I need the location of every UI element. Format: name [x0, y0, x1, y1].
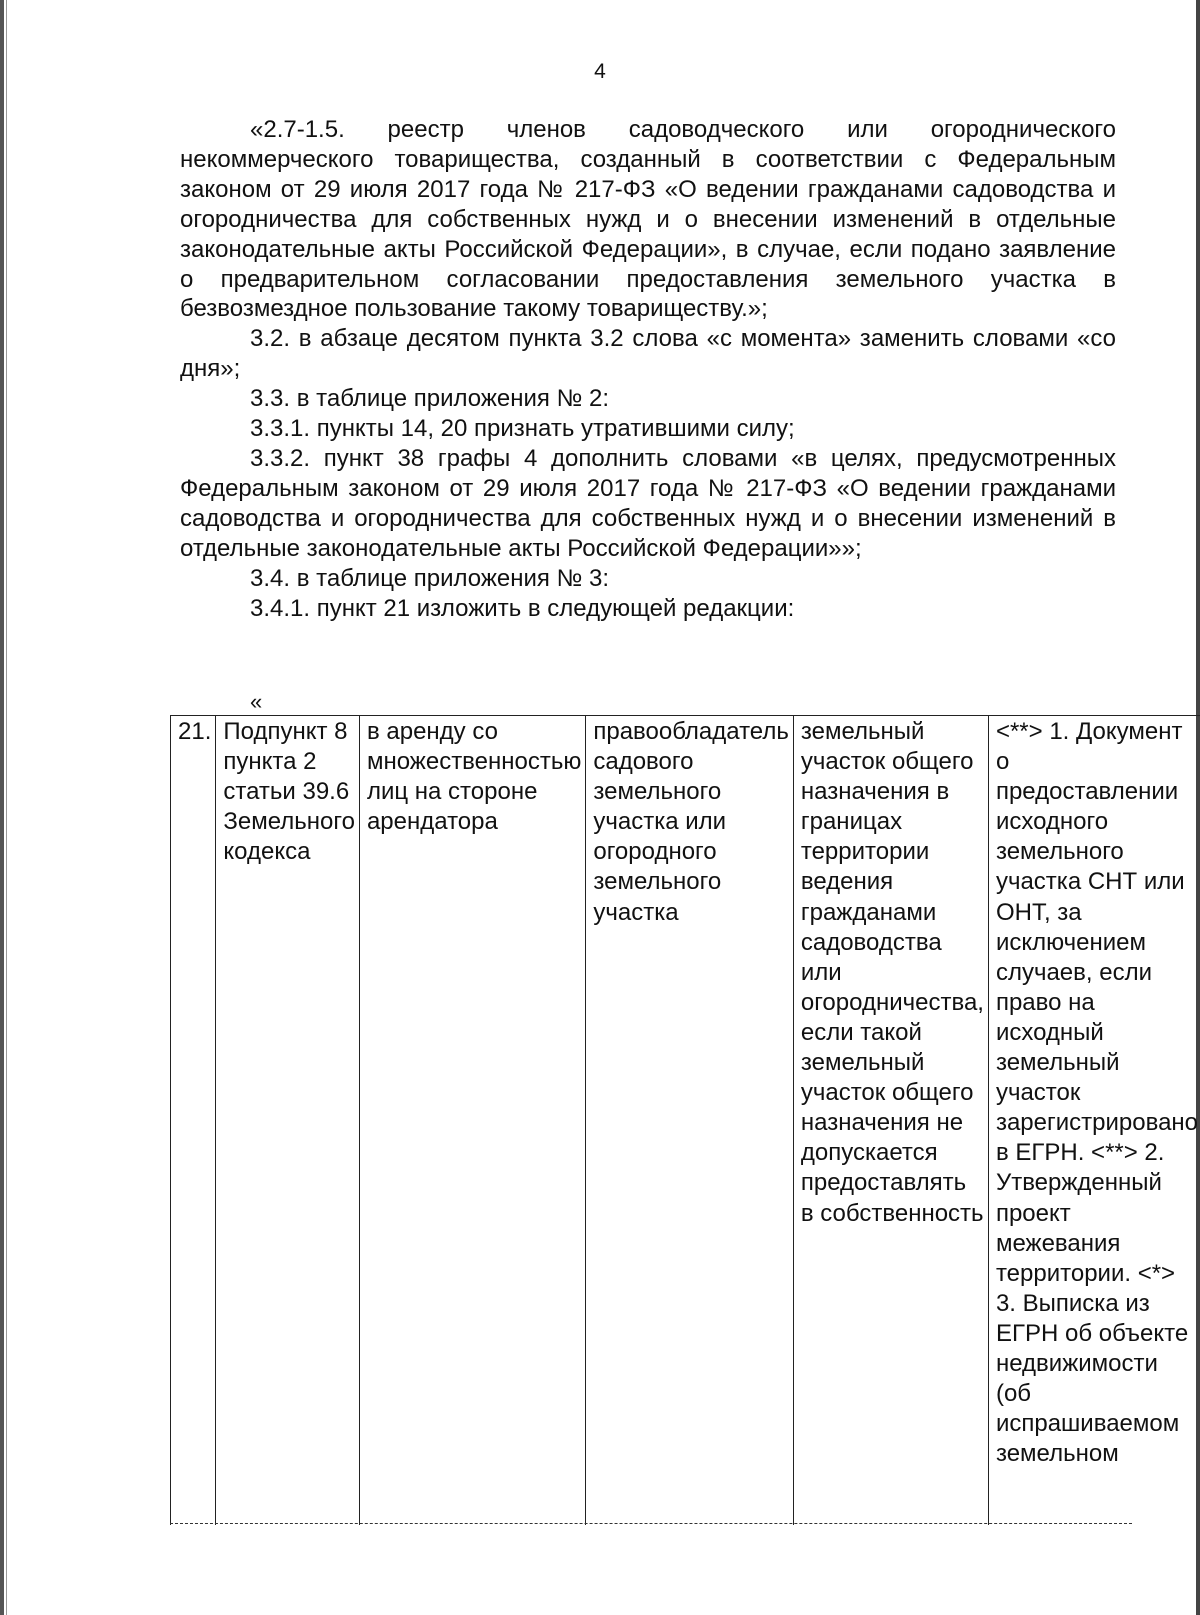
scan-edge-left: [0, 0, 4, 1615]
paragraph-3-3-1: 3.3.1. пункты 14, 20 признать утратившими силу;: [250, 415, 795, 443]
paragraph-3-4: 3.4. в таблице приложения № 3:: [250, 564, 610, 592]
table-bottom-rule: [170, 1523, 1132, 1524]
appendix-table: [170, 715, 1200, 1525]
paragraph-3-4-1: 3.4.1. пункт 21 изложить в следующей редакции:: [250, 594, 795, 622]
paragraph-3-2: 3.2. в абзаце десятом пункта 3.2 слова «с момента» заменить словами «со дня»;: [180, 325, 1116, 383]
opening-quote: «: [250, 689, 263, 714]
document-body: [180, 115, 1116, 623]
paragraph-3-3-2: 3.3.2. пункт 38 графы 4 дополнить словами «в целях, предусмотренных Федеральным законом от 29 июля 2017 года № 217-ФЗ «О ведении гражданами садоводства и огородничества для собственных нужд и о внесении изменений в отдельные законодательные акты Российской Федерации»»;: [180, 444, 1116, 562]
table-row: [171, 716, 1200, 1526]
cell-number: 21.: [171, 716, 216, 1526]
cell-right-type: в аренду со множественностью лиц на стороне арендатора: [359, 716, 585, 1526]
page-number: 4: [594, 60, 606, 83]
cell-land-plot: земельный участок общего назначения в границах территории ведения гражданами садоводства или огородничества, если такой земельный участок общего назначения не допускается предоставлять в собственность: [793, 716, 988, 1526]
cell-legal-basis: Подпункт 8 пункта 2 статьи 39.6 Земельного кодекса: [216, 716, 360, 1526]
scan-edge-left-inner: [6, 0, 7, 1615]
cell-documents: <**> 1. Документ о предоставлении исходного земельного участка СНТ или ОНТ, за исключением случаев, если право на исходный земельный участок зарегистрировано в ЕГРН. <**> 2. Утвержденный проект межевания территории. <*> 3. Выписка из ЕГРН об объекте недвижимости (об испрашиваемом земельном: [988, 716, 1200, 1526]
paragraph-2-7-1-5: «2.7-1.5. реестр членов садоводческого или огороднического некоммерческого товарищества, созданный в соответствии с Федеральным законом от 29 июля 2017 года № 217-ФЗ «О ведении гражданами садоводства и огородничества для собственных нужд и о внесении изменений в отдельные законодательные акты Российской Федерации», в случае, если подано заявление о предварительном согласовании предоставления земельного участка в безвозмездное пользование такому товариществу.»;: [180, 116, 1116, 323]
cell-applicant: правообладатель садового земельного участка или огородного земельного участка: [586, 716, 794, 1526]
paragraph-3-3: 3.3. в таблице приложения № 2:: [250, 385, 610, 413]
